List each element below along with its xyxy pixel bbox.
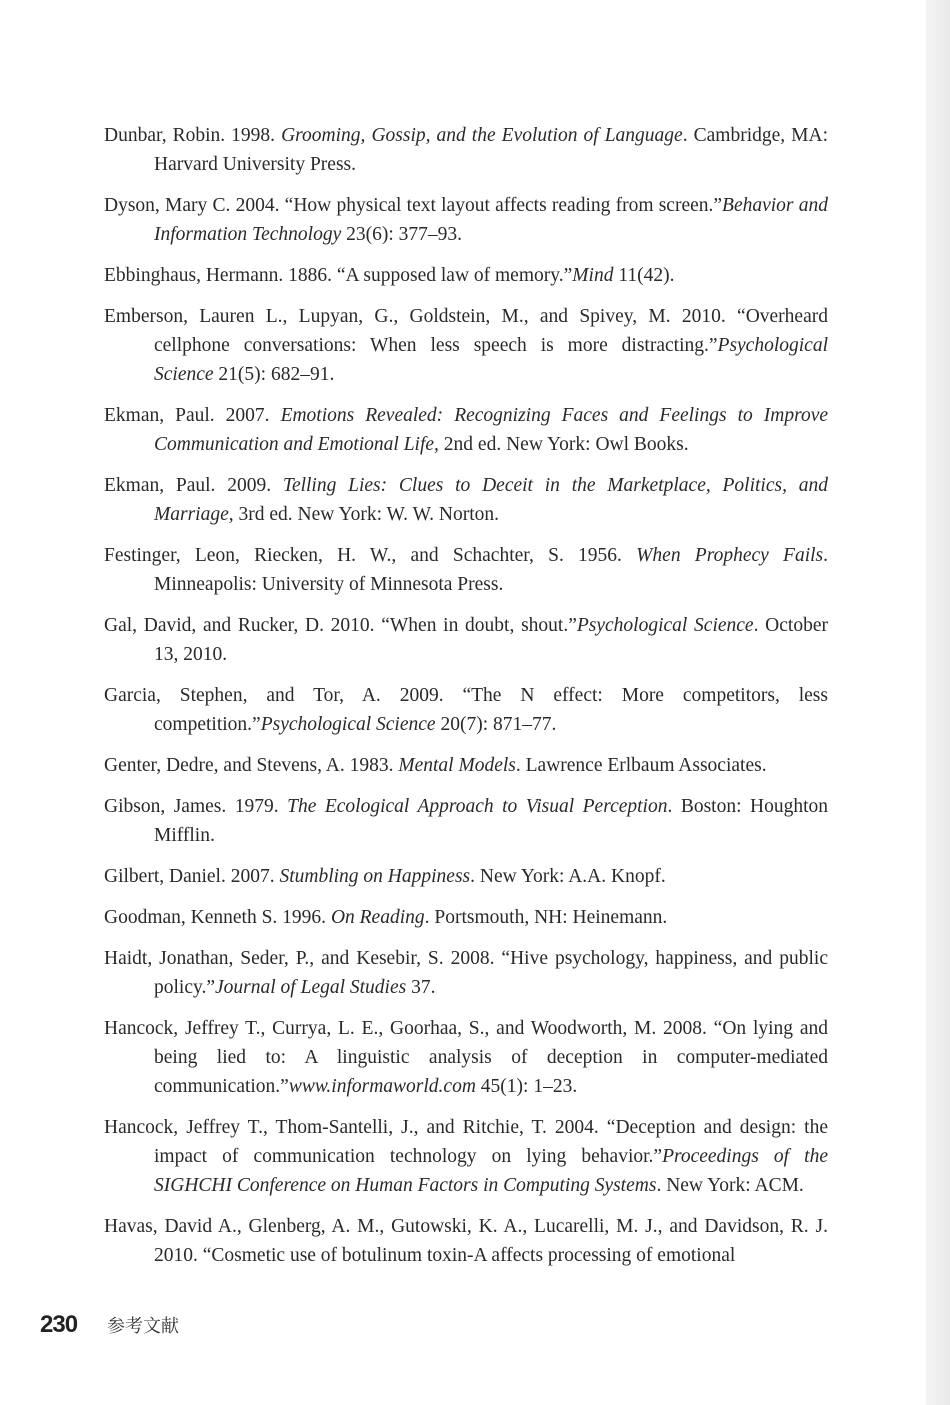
reference-entry: Garcia, Stephen, and Tor, A. 2009. “The N effect: More competitors, less competition.”Psychological Science 20(7): 871–77.: [104, 685, 828, 735]
reference-entry: Gal, David, and Rucker, D. 2010. “When in doubt, shout.”Psychological Science. October 13, 2010.: [104, 615, 828, 665]
reference-list: [104, 121, 828, 1282]
reference-entry: Dunbar, Robin. 1998. Grooming, Gossip, and the Evolution of Language. Cambridge, MA: Harvard University Press.: [104, 125, 829, 175]
reference-entry: Ekman, Paul. 2009. Telling Lies: Clues to Deceit in the Marketplace, Politics, and Marriage, 3rd ed. New York: W. W. Norton.: [104, 475, 828, 525]
reference-entry: Genter, Dedre, and Stevens, A. 1983. Mental Models. Lawrence Erlbaum Associates.: [104, 755, 767, 776]
page-edge-shadow: [926, 0, 950, 1405]
reference-entry: Ebbinghaus, Hermann. 1886. “A supposed law of memory.”Mind 11(42).: [104, 265, 675, 286]
page-footer: [40, 1311, 179, 1339]
reference-entry: Dyson, Mary C. 2004. “How physical text layout affects reading from screen.”Behavior and Information Technology 23(6): 377–93.: [104, 195, 828, 245]
reference-entry: Festinger, Leon, Riecken, H. W., and Schachter, S. 1956. When Prophecy Fails. Minneapolis: University of Minnesota Press.: [104, 545, 828, 595]
reference-entry: Emberson, Lauren L., Lupyan, G., Goldstein, M., and Spivey, M. 2010. “Overheard cellphone conversations: When less speech is more distracting.”Psychological Science 21(5): 682–91.: [104, 306, 828, 385]
reference-entry: Hancock, Jeffrey T., Thom-Santelli, J., and Ritchie, T. 2004. “Deception and design: the impact of communication technology on lying behavior.”Proceedings of the SIGHCHI Conference on Human Factors in Computing Systems. New York: ACM.: [104, 1117, 828, 1196]
reference-entry: Gilbert, Daniel. 2007. Stumbling on Happiness. New York: A.A. Knopf.: [104, 866, 666, 887]
reference-entry: Ekman, Paul. 2007. Emotions Revealed: Recognizing Faces and Feelings to Improve Communication and Emotional Life, 2nd ed. New York: Owl Books.: [104, 405, 828, 455]
reference-entry: Havas, David A., Glenberg, A. M., Gutowski, K. A., Lucarelli, M. J., and Davidson, R. J. 2010. “Cosmetic use of botulinum toxin-A affects processing of emotional: [104, 1216, 828, 1266]
reference-entry: Hancock, Jeffrey T., Currya, L. E., Goorhaa, S., and Woodworth, M. 2008. “On lying and being lied to: A linguistic analysis of deception in computer-mediated communication.”www.informaworld.com 45(1): 1–23.: [104, 1018, 828, 1097]
reference-entry: Haidt, Jonathan, Seder, P., and Kesebir, S. 2008. “Hive psychology, happiness, and public policy.”Journal of Legal Studies 37.: [104, 948, 828, 998]
reference-entry: Gibson, James. 1979. The Ecological Approach to Visual Perception. Boston: Houghton Mifflin.: [104, 796, 828, 846]
page-number: 230: [40, 1311, 78, 1338]
section-label: 参考文献: [107, 1316, 180, 1337]
reference-entry: Goodman, Kenneth S. 1996. On Reading. Portsmouth, NH: Heinemann.: [104, 907, 668, 928]
